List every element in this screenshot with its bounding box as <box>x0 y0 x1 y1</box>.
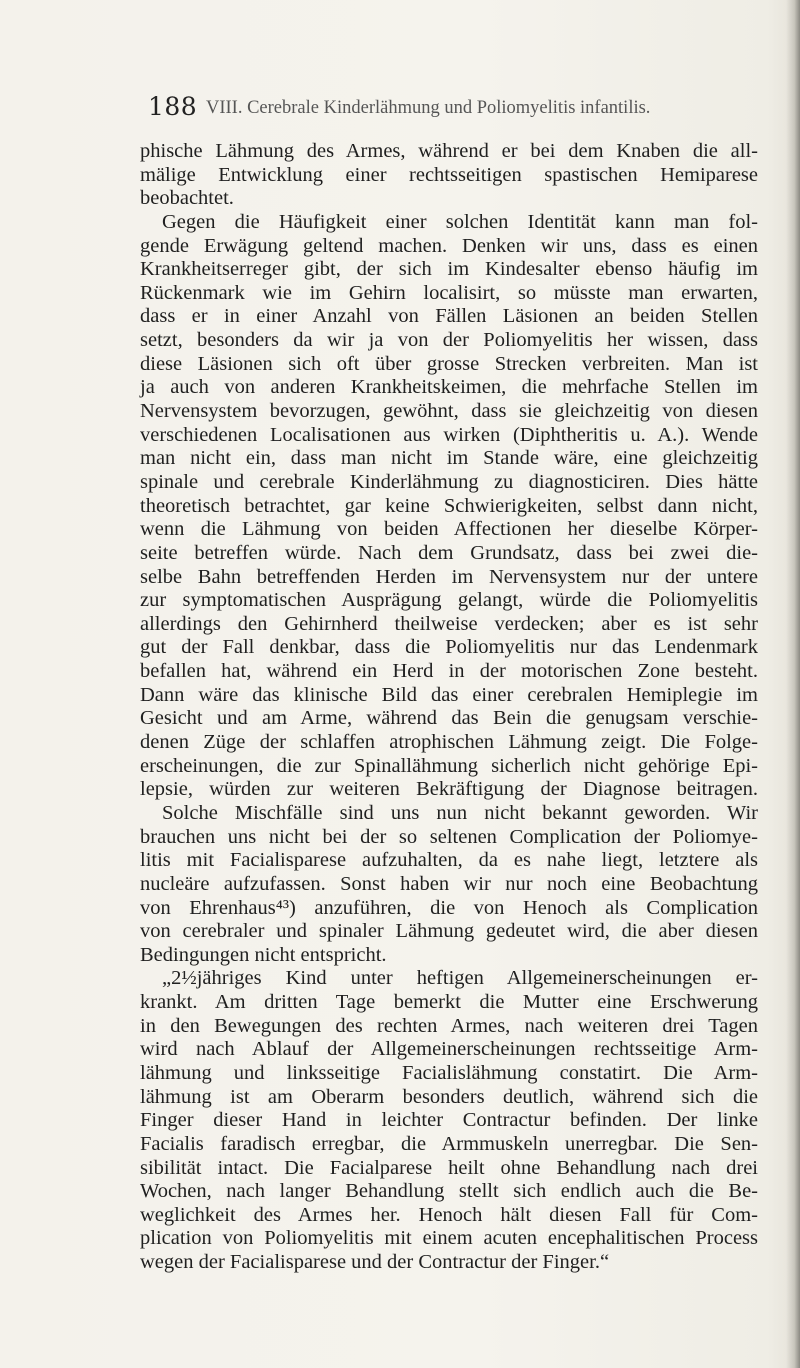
page-edge-shadow <box>786 0 800 1368</box>
text-line: wegen der Facialisparese und der Contractur der Finger.“ <box>140 1251 610 1274</box>
text-line: selbe Bahn betreffenden Herden im Nervensystem nur der untere <box>140 565 758 588</box>
text-line: Bedingungen nicht entspricht. <box>140 943 387 966</box>
text-line: Gegen die Häufigkeit einer solchen Identität kann man fol- <box>162 210 758 233</box>
running-head: VIII. Cerebrale Kinderlähmung und Poliomyelitis infantilis. <box>206 98 651 118</box>
text-line: man nicht ein, dass man nicht im Stande wäre, eine gleichzeitig <box>140 447 758 470</box>
text-line: beobachtet. <box>140 187 234 210</box>
text-line: von cerebraler und spinaler Lähmung gedeutet wird, die aber diesen <box>140 920 758 943</box>
text-line: Wochen, nach langer Behandlung stellt sich endlich auch die Be- <box>140 1180 758 1203</box>
text-line: spinale und cerebrale Kinderlähmung zu diagnosticiren. Dies hätte <box>140 470 758 493</box>
text-line: Rückenmark wie im Gehirn localisirt, so müsste man erwarten, <box>140 281 758 304</box>
text-line: seite betreffen würde. Nach dem Grundsatz, dass bei zwei die- <box>140 541 758 564</box>
text-line: theoretisch betrachtet, gar keine Schwierigkeiten, selbst dann nicht, <box>140 494 758 517</box>
text-line: lepsie, würden zur weiteren Bekräftigung der Diagnose beitragen. <box>140 778 758 801</box>
text-line: krankt. Am dritten Tage bemerkt die Mutter eine Erschwerung <box>140 991 758 1014</box>
text-line: gende Erwägung geltend machen. Denken wir uns, dass es einen <box>140 234 758 257</box>
text-line: in den Bewegungen des rechten Armes, nach weiteren drei Tagen <box>140 1014 758 1037</box>
text-line: nucleäre aufzufassen. Sonst haben wir nur noch eine Beobachtung <box>140 872 758 895</box>
text-line: Solche Mischfälle sind uns nun nicht bekannt geworden. Wir <box>162 801 758 824</box>
body-text <box>140 140 758 1275</box>
text-line: Dann wäre das klinische Bild das einer cerebralen Hemiplegie im <box>140 683 758 706</box>
text-line: erscheinungen, die zur Spinallähmung sicherlich nicht gehörige Epi- <box>140 754 758 777</box>
text-line: diese Läsionen sich oft über grosse Strecken verbreiten. Man ist <box>140 352 758 375</box>
text-line: litis mit Facialisparese aufzuhalten, da es nahe liegt, letztere als <box>140 849 758 872</box>
text-line: plication von Poliomyelitis mit einem acuten encephalitischen Process <box>140 1227 758 1250</box>
text-line: gut der Fall denkbar, dass die Poliomyelitis nur das Lendenmark <box>140 636 758 659</box>
text-line: Gesicht und am Arme, während das Bein die genugsam verschie- <box>140 707 758 730</box>
text-line: zur symptomatischen Ausprägung gelangt, würde die Poliomyelitis <box>140 589 758 612</box>
text-line: lähmung und linksseitige Facialislähmung constatirt. Die Arm- <box>140 1061 758 1084</box>
text-line: Facialis faradisch erregbar, die Armmuskeln unerregbar. Die Sen- <box>140 1132 758 1155</box>
text-line: denen Züge der schlaffen atrophischen Lähmung zeigt. Die Folge- <box>140 731 758 754</box>
text-line: Nervensystem bevorzugen, gewöhnt, dass sie gleichzeitig von diesen <box>140 400 758 423</box>
text-line: verschiedenen Localisationen aus wirken (Diphtheritis u. A.). Wende <box>140 423 758 446</box>
text-line: wird nach Ablauf der Allgemeinerscheinungen rechtsseitige Arm- <box>140 1038 758 1061</box>
text-line: mälige Entwicklung einer rechtsseitigen spastischen Hemiparese <box>140 163 758 186</box>
text-line: ja auch von anderen Krankheitskeimen, die mehrfache Stellen im <box>140 376 758 399</box>
text-line: Finger dieser Hand in leichter Contractur befinden. Der linke <box>140 1109 758 1132</box>
text-line: wenn die Lähmung von beiden Affectionen her dieselbe Körper- <box>140 518 758 541</box>
text-line: weglichkeit des Armes her. Henoch hält diesen Fall für Com- <box>140 1203 758 1226</box>
text-line: Krankheitserreger gibt, der sich im Kindesalter ebenso häufig im <box>140 258 758 281</box>
page-number: 188 <box>148 92 198 121</box>
text-line: sibilität intact. Die Facialparese heilt ohne Behandlung nach drei <box>140 1156 758 1179</box>
text-line: befallen hat, während ein Herd in der motorischen Zone besteht. <box>140 660 758 683</box>
text-line: lähmung ist am Oberarm besonders deutlich, während sich die <box>140 1085 758 1108</box>
text-line: allerdings den Gehirnherd theilweise verdecken; aber es ist sehr <box>140 612 758 635</box>
text-line: phische Lähmung des Armes, während er bei dem Knaben die all- <box>140 140 758 162</box>
text-line: brauchen uns nicht bei der so seltenen Complication der Poliomye- <box>140 825 758 848</box>
text-line: „2½jähriges Kind unter heftigen Allgemeinerscheinungen er- <box>162 967 758 990</box>
text-line: dass er in einer Anzahl von Fällen Läsionen an beiden Stellen <box>140 305 758 328</box>
text-line: von Ehrenhaus⁴³) anzuführen, die von Henoch als Complication <box>140 896 758 919</box>
text-line: setzt, besonders da wir ja von der Poliomyelitis her wissen, dass <box>140 329 758 352</box>
page-header <box>148 92 708 126</box>
